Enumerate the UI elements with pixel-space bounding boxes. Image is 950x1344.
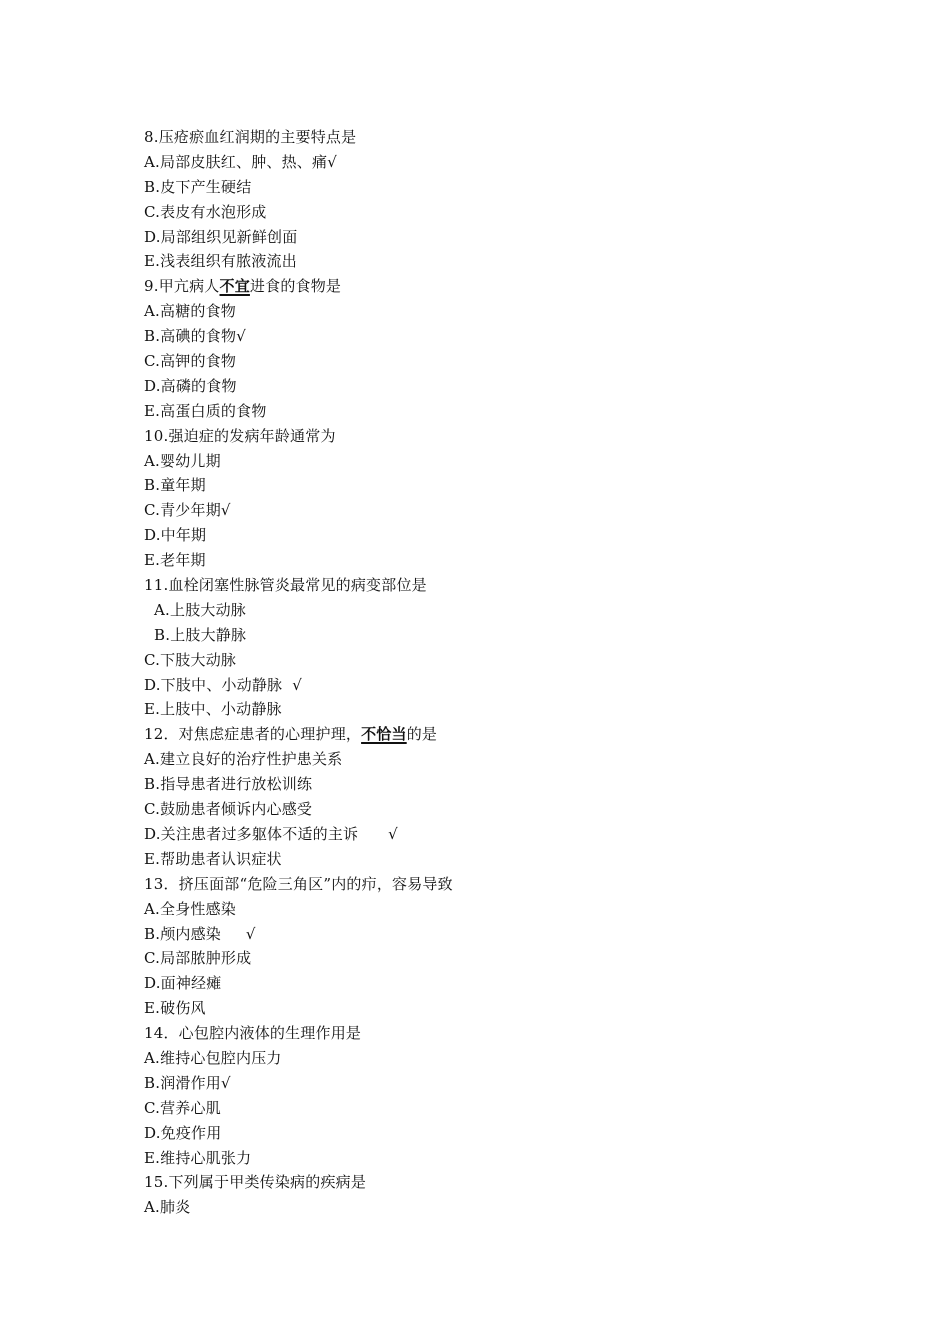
answer-option: B.童年期 [144, 476, 206, 495]
answer-option: D.高磷的食物 [144, 376, 237, 395]
answer-option: B.高碘的食物√ [144, 327, 246, 346]
answer-option: E.维持心肌张力 [144, 1148, 252, 1167]
answer-option: A.高糖的食物 [144, 302, 237, 321]
answer-option: C.局部脓肿形成 [144, 949, 252, 968]
question-stem: 8.压疮瘀血红润期的主要特点是 [144, 128, 357, 146]
stem-text: 进食的食物是 [249, 277, 342, 296]
answer-option: E.上肢中、小动静脉 [144, 700, 282, 719]
answer-option: E.破伤风 [144, 999, 206, 1018]
question-stem: 14．心包腔内液体的生理作用是 [144, 1024, 362, 1043]
answer-option: D.局部组织见新鲜创面 [144, 227, 298, 246]
answer-option: A.维持心包腔内压力 [144, 1048, 282, 1067]
stem-text: 12．对焦虑症患者的心理护理， [144, 725, 362, 744]
answer-option: B.颅内感染 √ [144, 924, 256, 943]
question-stem [144, 274, 844, 299]
answer-option: A.上肢大动脉 [154, 600, 247, 619]
answer-option: C.下肢大动脉 [144, 650, 237, 669]
answer-option: A.肺炎 [144, 1198, 191, 1217]
answer-option: C.表皮有水泡形成 [144, 202, 267, 221]
answer-option: E.老年期 [144, 551, 206, 570]
emphasized-keyword: 不恰当 [361, 725, 407, 744]
question-stem: 11.血栓闭塞性脉管炎最常见的病变部位是 [144, 576, 427, 595]
answer-option: E.浅表组织有脓液流出 [144, 252, 297, 271]
answer-option: C.青少年期√ [144, 501, 231, 520]
stem-text: 9.甲亢病人 [144, 277, 220, 296]
stem-text: 的是 [406, 725, 438, 744]
answer-option: D.关注患者过多躯体不适的主诉 √ [144, 824, 398, 843]
answer-option: A.局部皮肤红、肿、热、痛√ [144, 152, 337, 171]
question-stem [144, 722, 844, 747]
answer-option: D.免疫作用 [144, 1123, 222, 1142]
answer-option: E.帮助患者认识症状 [144, 849, 282, 868]
answer-option: E.高蛋白质的食物 [144, 401, 267, 420]
answer-option: D.中年期 [144, 526, 207, 545]
answer-option: C.高钾的食物 [144, 352, 237, 371]
answer-option: C.鼓励患者倾诉内心感受 [144, 800, 313, 819]
answer-option: D.下肢中、小动静脉 √ [144, 675, 302, 694]
emphasized-keyword: 不宜 [219, 277, 250, 296]
question-stem: 15.下列属于甲类传染病的疾病是 [144, 1173, 367, 1192]
answer-option: B.上肢大静脉 [154, 625, 247, 644]
answer-option: A.建立良好的治疗性护患关系 [144, 750, 343, 769]
answer-option: A.婴幼儿期 [144, 451, 221, 470]
answer-option: D.面神经瘫 [144, 974, 222, 993]
answer-option: B.皮下产生硬结 [144, 177, 252, 196]
answer-option: A.全身性感染 [144, 899, 237, 918]
question-stem: 10.强迫症的发病年龄通常为 [144, 426, 336, 445]
question-stem: 13．挤压面部“危险三角区”内的疖，容易导致 [144, 874, 453, 893]
answer-option: B.润滑作用√ [144, 1073, 231, 1092]
answer-option: C.营养心肌 [144, 1098, 221, 1117]
question-list [144, 125, 844, 1220]
answer-option: B.指导患者进行放松训练 [144, 775, 313, 794]
